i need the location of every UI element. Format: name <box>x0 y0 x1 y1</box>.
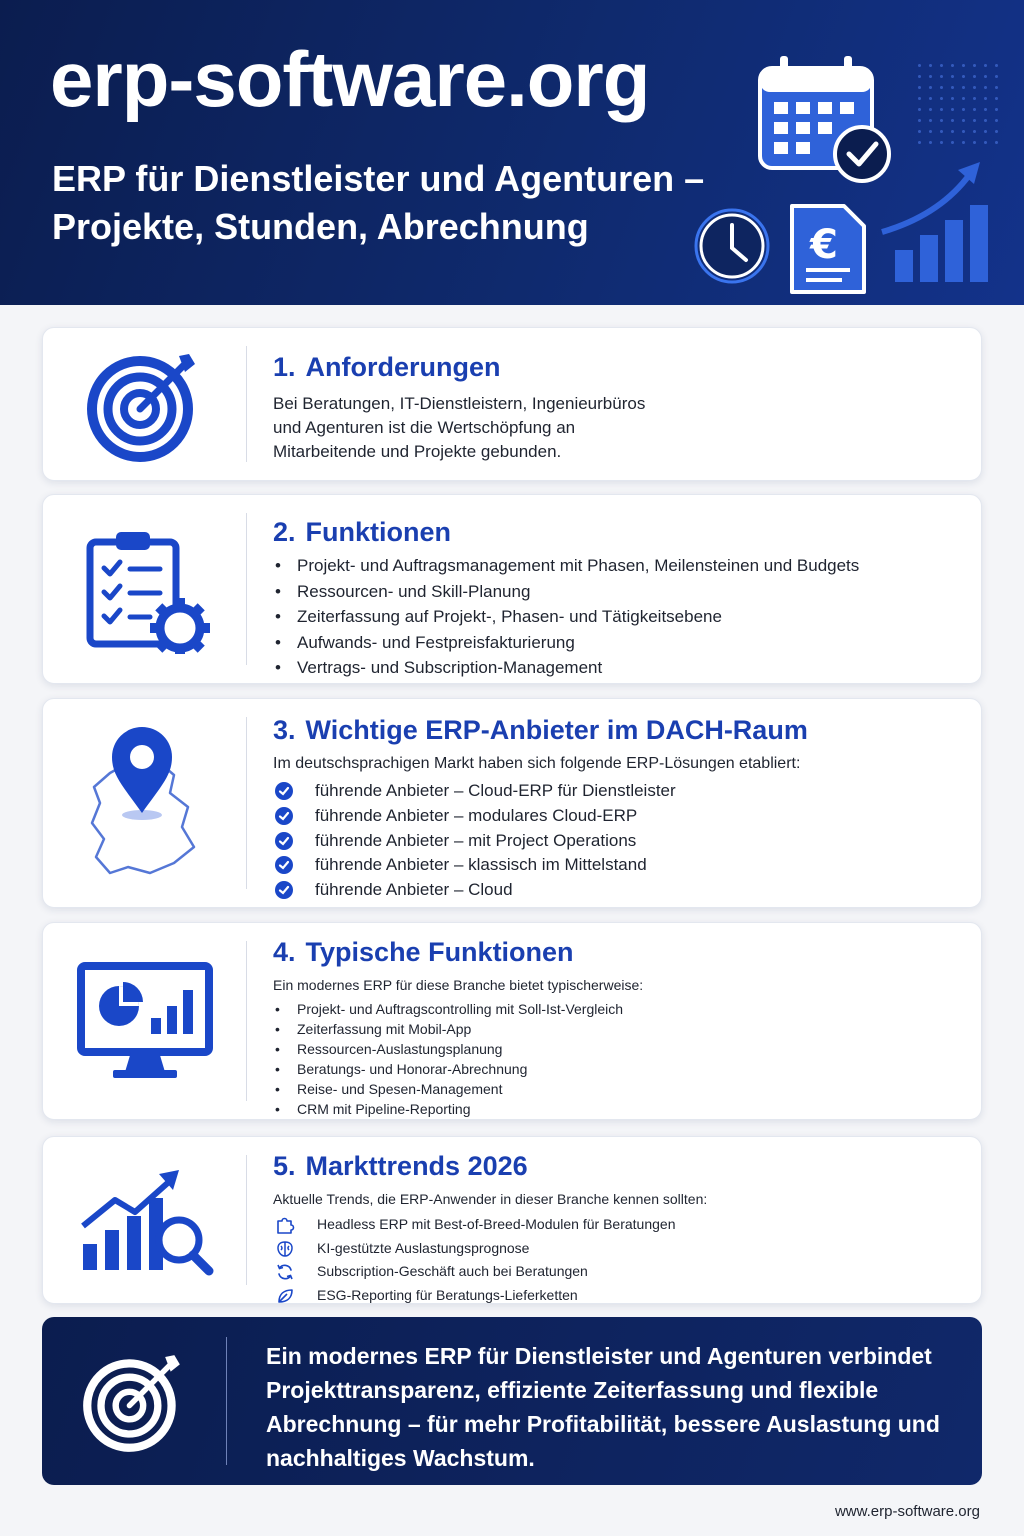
list-item: • Zeiterfassung mit Mobil-App <box>273 1019 961 1039</box>
function-list <box>273 553 961 681</box>
checklist-gear-icon <box>80 524 210 654</box>
list-item: führende Anbieter – Cloud <box>273 878 961 903</box>
clock-icon <box>696 210 768 282</box>
list-item: • Ressourcen- und Skill-Planung <box>273 579 961 605</box>
section-title: 4. Typische Funktionen <box>273 937 574 967</box>
growth-chart-icon <box>882 162 988 282</box>
list-item: • Zeiterfassung auf Projekt-, Phasen- und Tätigkeitsebene <box>273 604 961 630</box>
section-intro: Aktuelle Trends, die ERP-Anwender in dieser Branche kennen sollten: <box>273 1191 708 1207</box>
puzzle-icon <box>275 1215 295 1235</box>
section-title: 3. Wichtige ERP-Anbieter im DACH-Raum <box>273 715 808 745</box>
trend-analysis-icon <box>75 1160 215 1280</box>
brain-icon <box>275 1239 295 1259</box>
section-title: 2. Funktionen <box>273 517 452 547</box>
section-intro: Ein modernes ERP für diese Branche bietet typischerweise: <box>273 977 644 993</box>
list-item: • Aufwands- und Festpreisfakturierung <box>273 630 961 656</box>
conclusion-text: Ein modernes ERP für Dienstleister und Agenturen verbindet Projekttransparenz, effiziente Zeiterfassung und flexible Abrechnung – für mehr Profitabilität, bessere Auslastung und nachhaltiges Wachstum. <box>266 1343 940 1471</box>
header-banner <box>0 0 1024 305</box>
section-card-typical-functions <box>42 922 982 1120</box>
check-circle-icon <box>275 881 293 899</box>
list-item: • Vertrags- und Subscription-Management <box>273 655 961 681</box>
typical-function-list <box>273 999 961 1119</box>
section-card-requirements <box>42 327 982 481</box>
section-title: 1. Anforderungen <box>273 352 501 382</box>
refresh-icon <box>275 1262 295 1282</box>
vendor-list <box>273 779 961 903</box>
list-item: führende Anbieter – mit Project Operations <box>273 829 961 854</box>
site-title: erp-software.org <box>50 35 650 123</box>
check-circle-icon <box>275 782 293 800</box>
section-title: 5. Markttrends 2026 <box>273 1151 528 1181</box>
section-intro: Im deutschsprachigen Markt haben sich folgende ERP-Lösungen etabliert: <box>273 755 801 772</box>
check-circle-icon <box>275 856 293 874</box>
list-item: • CRM mit Pipeline-Reporting <box>273 1099 961 1119</box>
list-item: KI-gestützte Auslastungsprognose <box>273 1237 961 1261</box>
list-item: • Reise- und Spesen-Management <box>273 1079 961 1099</box>
list-item: Headless ERP mit Best-of-Breed-Modulen für Beratungen <box>273 1213 961 1237</box>
leaf-icon <box>275 1286 295 1306</box>
list-item: ESG-Reporting für Beratungs-Lieferketten <box>273 1284 961 1308</box>
page-subtitle: ERP für Dienstleister und Agenturen – Projekte, Stunden, Abrechnung <box>52 158 705 247</box>
list-item: • Projekt- und Auftragsmanagement mit Phasen, Meilensteinen und Budgets <box>273 553 961 579</box>
conclusion-banner <box>42 1317 982 1485</box>
list-item: führende Anbieter – modulares Cloud-ERP <box>273 804 961 829</box>
target-icon <box>85 344 205 464</box>
svg-text:€: € <box>810 222 838 268</box>
list-item: Subscription-Geschäft auch bei Beratungen <box>273 1260 961 1284</box>
euro-invoice-icon <box>792 206 864 292</box>
check-circle-icon <box>275 807 293 825</box>
list-item: führende Anbieter – klassisch im Mittelstand <box>273 853 961 878</box>
list-item: • Beratungs- und Honorar-Abrechnung <box>273 1059 961 1079</box>
footer-url[interactable]: www.erp-software.org <box>834 1503 980 1520</box>
map-pin-icon <box>70 723 220 883</box>
section-text: Bei Beratungen, IT-Dienstleistern, Ingenieurbüros und Agenturen ist die Wertschöpfung an Mitarbeitende und Projekte gebunden. <box>273 394 646 461</box>
list-item: führende Anbieter – Cloud-ERP für Dienstleister <box>273 779 961 804</box>
header-illustration <box>680 50 1000 300</box>
calendar-icon <box>760 56 889 181</box>
target-icon <box>79 1346 189 1456</box>
section-card-functions <box>42 494 982 684</box>
section-card-vendors <box>42 698 982 908</box>
list-item: • Ressourcen-Auslastungsplanung <box>273 1039 961 1059</box>
check-circle-icon <box>275 832 293 850</box>
section-card-market-trends <box>42 1136 982 1304</box>
monitor-chart-icon <box>75 956 215 1086</box>
trend-list <box>273 1213 961 1307</box>
list-item: • Projekt- und Auftragscontrolling mit Soll-Ist-Vergleich <box>273 999 961 1019</box>
